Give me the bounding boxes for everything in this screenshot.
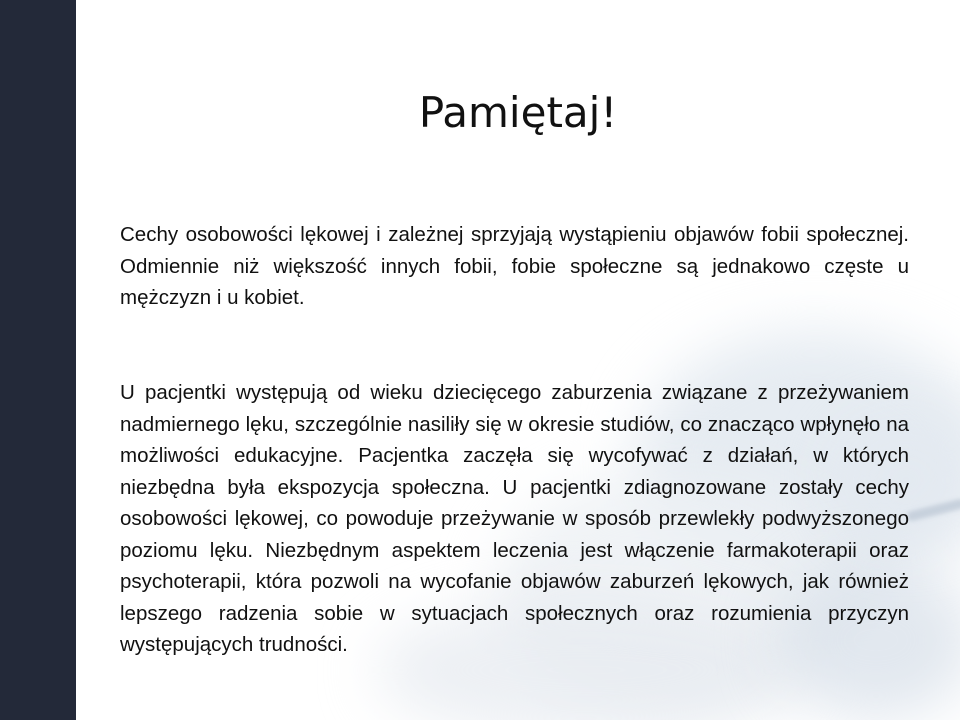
body-paragraph-2: U pacjentki występują od wieku dziecięcego zaburzenia związane z przeżywaniem nadmiernego lęku, szczególnie nasiliły się w okresie studiów, co znacząco wpłynęło na możliwości edukacyjne. Pacjentka zaczęła się wycofywać z działań, w których niezbędna była ekspozycja społeczna. U pacjentki zdiagnozowane zostały cechy osobowości lękowej, co powoduje przeżywanie w sposób przewlekły podwyższonego poziomu lęku. Niezbędnym aspektem leczenia jest włączenie farmakoterapii oraz psychoterapii, która pozwoli na wycofanie objawów zaburzeń lękowych, jak również lepszego radzenia sobie w sytuacjach społecznych oraz rozumienia przyczyn występujących trudności. <box>120 381 909 656</box>
slide-title: Pamiętaj! <box>418 88 618 137</box>
body-paragraph-1: Cechy osobowości lękowej i zależnej sprzyjają wystąpieniu objawów fobii społecznej. Odmiennie niż większość innych fobii, fobie społeczne są jednakowo częste u mężczyzn i u kobiet. <box>120 223 909 309</box>
slide-sidebar <box>0 0 76 720</box>
